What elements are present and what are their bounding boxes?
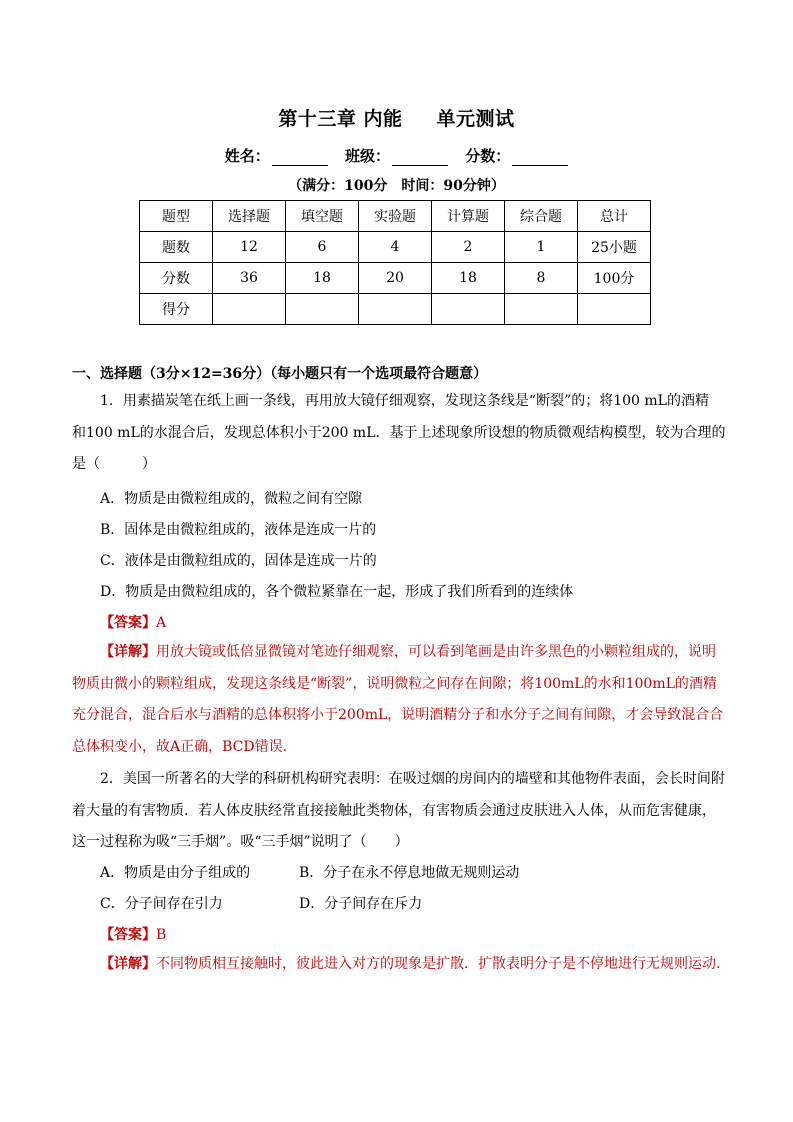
score-label: 分数： <box>465 147 511 165</box>
question-1-detail <box>72 637 724 763</box>
table-cell: 分数 <box>140 263 213 294</box>
question-2-line: 2．美国一所著名的大学的科研机构研究表明：在吸过烟的房间内的墙壁和其他物件表面，会长时间附 <box>100 771 725 787</box>
section-heading-choice: 一、选择题（3分×12=36分）（每小题只有一个选项最符合题意） <box>72 366 488 382</box>
question-2-option-c[interactable]: C．分子间存在引力 <box>100 896 223 912</box>
table-cell: 4 <box>359 232 432 263</box>
table-cell: 实验题 <box>359 201 432 232</box>
table-cell: 总计 <box>578 201 651 232</box>
score-blank[interactable] <box>512 149 568 166</box>
earned-cell[interactable] <box>578 294 651 325</box>
question-1-line: 是（ ） <box>72 456 156 472</box>
table-cell: 100分 <box>578 263 651 294</box>
score-table-earned-row <box>140 294 651 325</box>
question-1-stem <box>72 386 724 481</box>
detail-line: 总体积变小，故A正确，BCD错误． <box>72 738 297 755</box>
question-1-line: 1．用素描炭笔在纸上画一条线，再用放大镜仔细观察，发现这条线是“断裂”的；将100 mL的酒精 <box>100 393 709 409</box>
answer-value: B <box>156 927 167 943</box>
earned-cell[interactable] <box>286 294 359 325</box>
detail-line: 物质由微小的颗粒组成，发现这条线是“断裂”，说明微粒之间存在间隙；将100mL的水和100mL的酒精 <box>72 675 717 692</box>
question-2-stem <box>72 764 724 859</box>
question-1-option-d[interactable]: D．物质是由微粒组成的，各个微粒紧靠在一起，形成了我们所看到的连续体 <box>100 584 574 600</box>
title-chapter: 第十三章 内能 <box>278 108 403 130</box>
table-cell: 题型 <box>140 201 213 232</box>
question-2-option-b[interactable]: B．分子在永不停息地做无规则运动 <box>299 865 520 881</box>
table-cell: 8 <box>505 263 578 294</box>
question-2-detail <box>72 949 724 981</box>
detail-label: 【详解】 <box>100 956 156 972</box>
detail-label: 【详解】 <box>100 644 156 660</box>
table-cell: 选择题 <box>213 201 286 232</box>
question-1-option-c[interactable]: C．液体是由微粒组成的，固体是连成一片的 <box>100 553 377 569</box>
table-cell: 18 <box>286 263 359 294</box>
table-cell: 6 <box>286 232 359 263</box>
score-table-count-row <box>140 232 651 263</box>
table-cell: 20 <box>359 263 432 294</box>
question-1-line: 和100 mL的水混合后，发现总体积小于200 mL．基于上述现象所设想的物质微观结构模型，较为合理的 <box>72 424 726 441</box>
name-blank[interactable] <box>272 149 328 166</box>
answer-label: 【答案】 <box>100 615 156 631</box>
title-unit-test: 单元测试 <box>436 108 515 130</box>
table-cell: 2 <box>432 232 505 263</box>
question-2-line: 这一过程称为吸“三手烟”。吸“三手烟”说明了（ ） <box>72 834 409 850</box>
question-1-option-a[interactable]: A．物质是由微粒组成的，微粒之间有空隙 <box>100 491 363 507</box>
question-1-option-b[interactable]: B．固体是由微粒组成的，液体是连成一片的 <box>100 522 377 538</box>
question-2-option-d[interactable]: D．分子间存在斥力 <box>299 896 423 912</box>
score-table-points-row <box>140 263 651 294</box>
detail-line <box>72 637 724 669</box>
score-table-header-row <box>140 201 651 232</box>
table-cell: 18 <box>432 263 505 294</box>
answer-value: A <box>156 615 167 631</box>
full-score-text: （满分：100分 <box>288 178 388 194</box>
detail-text: 不同物质相互接触时，彼此进入对方的现象是扩散．扩散表明分子是不停地进行无规则运动. <box>156 956 721 972</box>
table-cell: 综合题 <box>505 201 578 232</box>
question-2-line: 着大量的有害物质．若人体皮肤经常直接接触此类物体，有害物质会通过皮肤进入人体，从而危害健康， <box>72 802 716 819</box>
earned-cell[interactable] <box>359 294 432 325</box>
class-blank[interactable] <box>392 149 448 166</box>
detail-text: 用放大镜或低倍显微镜对笔迹仔细观察，可以看到笔画是由许多黑色的小颗粒组成的，说明 <box>156 644 716 660</box>
earned-cell[interactable] <box>505 294 578 325</box>
question-1-answer <box>100 612 166 632</box>
question-2-option-a[interactable]: A．物质是由分子组成的 <box>100 865 251 881</box>
detail-line <box>72 949 724 981</box>
table-cell: 计算题 <box>432 201 505 232</box>
score-table <box>139 200 651 325</box>
table-cell: 填空题 <box>286 201 359 232</box>
table-cell: 12 <box>213 232 286 263</box>
table-cell: 36 <box>213 263 286 294</box>
table-cell: 1 <box>505 232 578 263</box>
table-cell: 得分 <box>140 294 213 325</box>
earned-cell[interactable] <box>213 294 286 325</box>
table-cell: 题数 <box>140 232 213 263</box>
student-info-row <box>0 145 793 166</box>
earned-cell[interactable] <box>432 294 505 325</box>
answer-label: 【答案】 <box>100 927 156 943</box>
time-limit-text: 时间：90分钟） <box>401 178 505 194</box>
table-cell: 25小题 <box>578 232 651 263</box>
name-label: 姓名： <box>224 147 270 165</box>
question-2-answer <box>100 924 166 944</box>
exam-meta <box>0 175 793 195</box>
page-title <box>0 104 793 131</box>
class-label: 班级： <box>344 147 390 165</box>
detail-line: 充分混合，混合后水与酒精的总体积将小于200mL，说明酒精分子和水分子之间有间隙，才会导致混合合 <box>72 707 724 723</box>
